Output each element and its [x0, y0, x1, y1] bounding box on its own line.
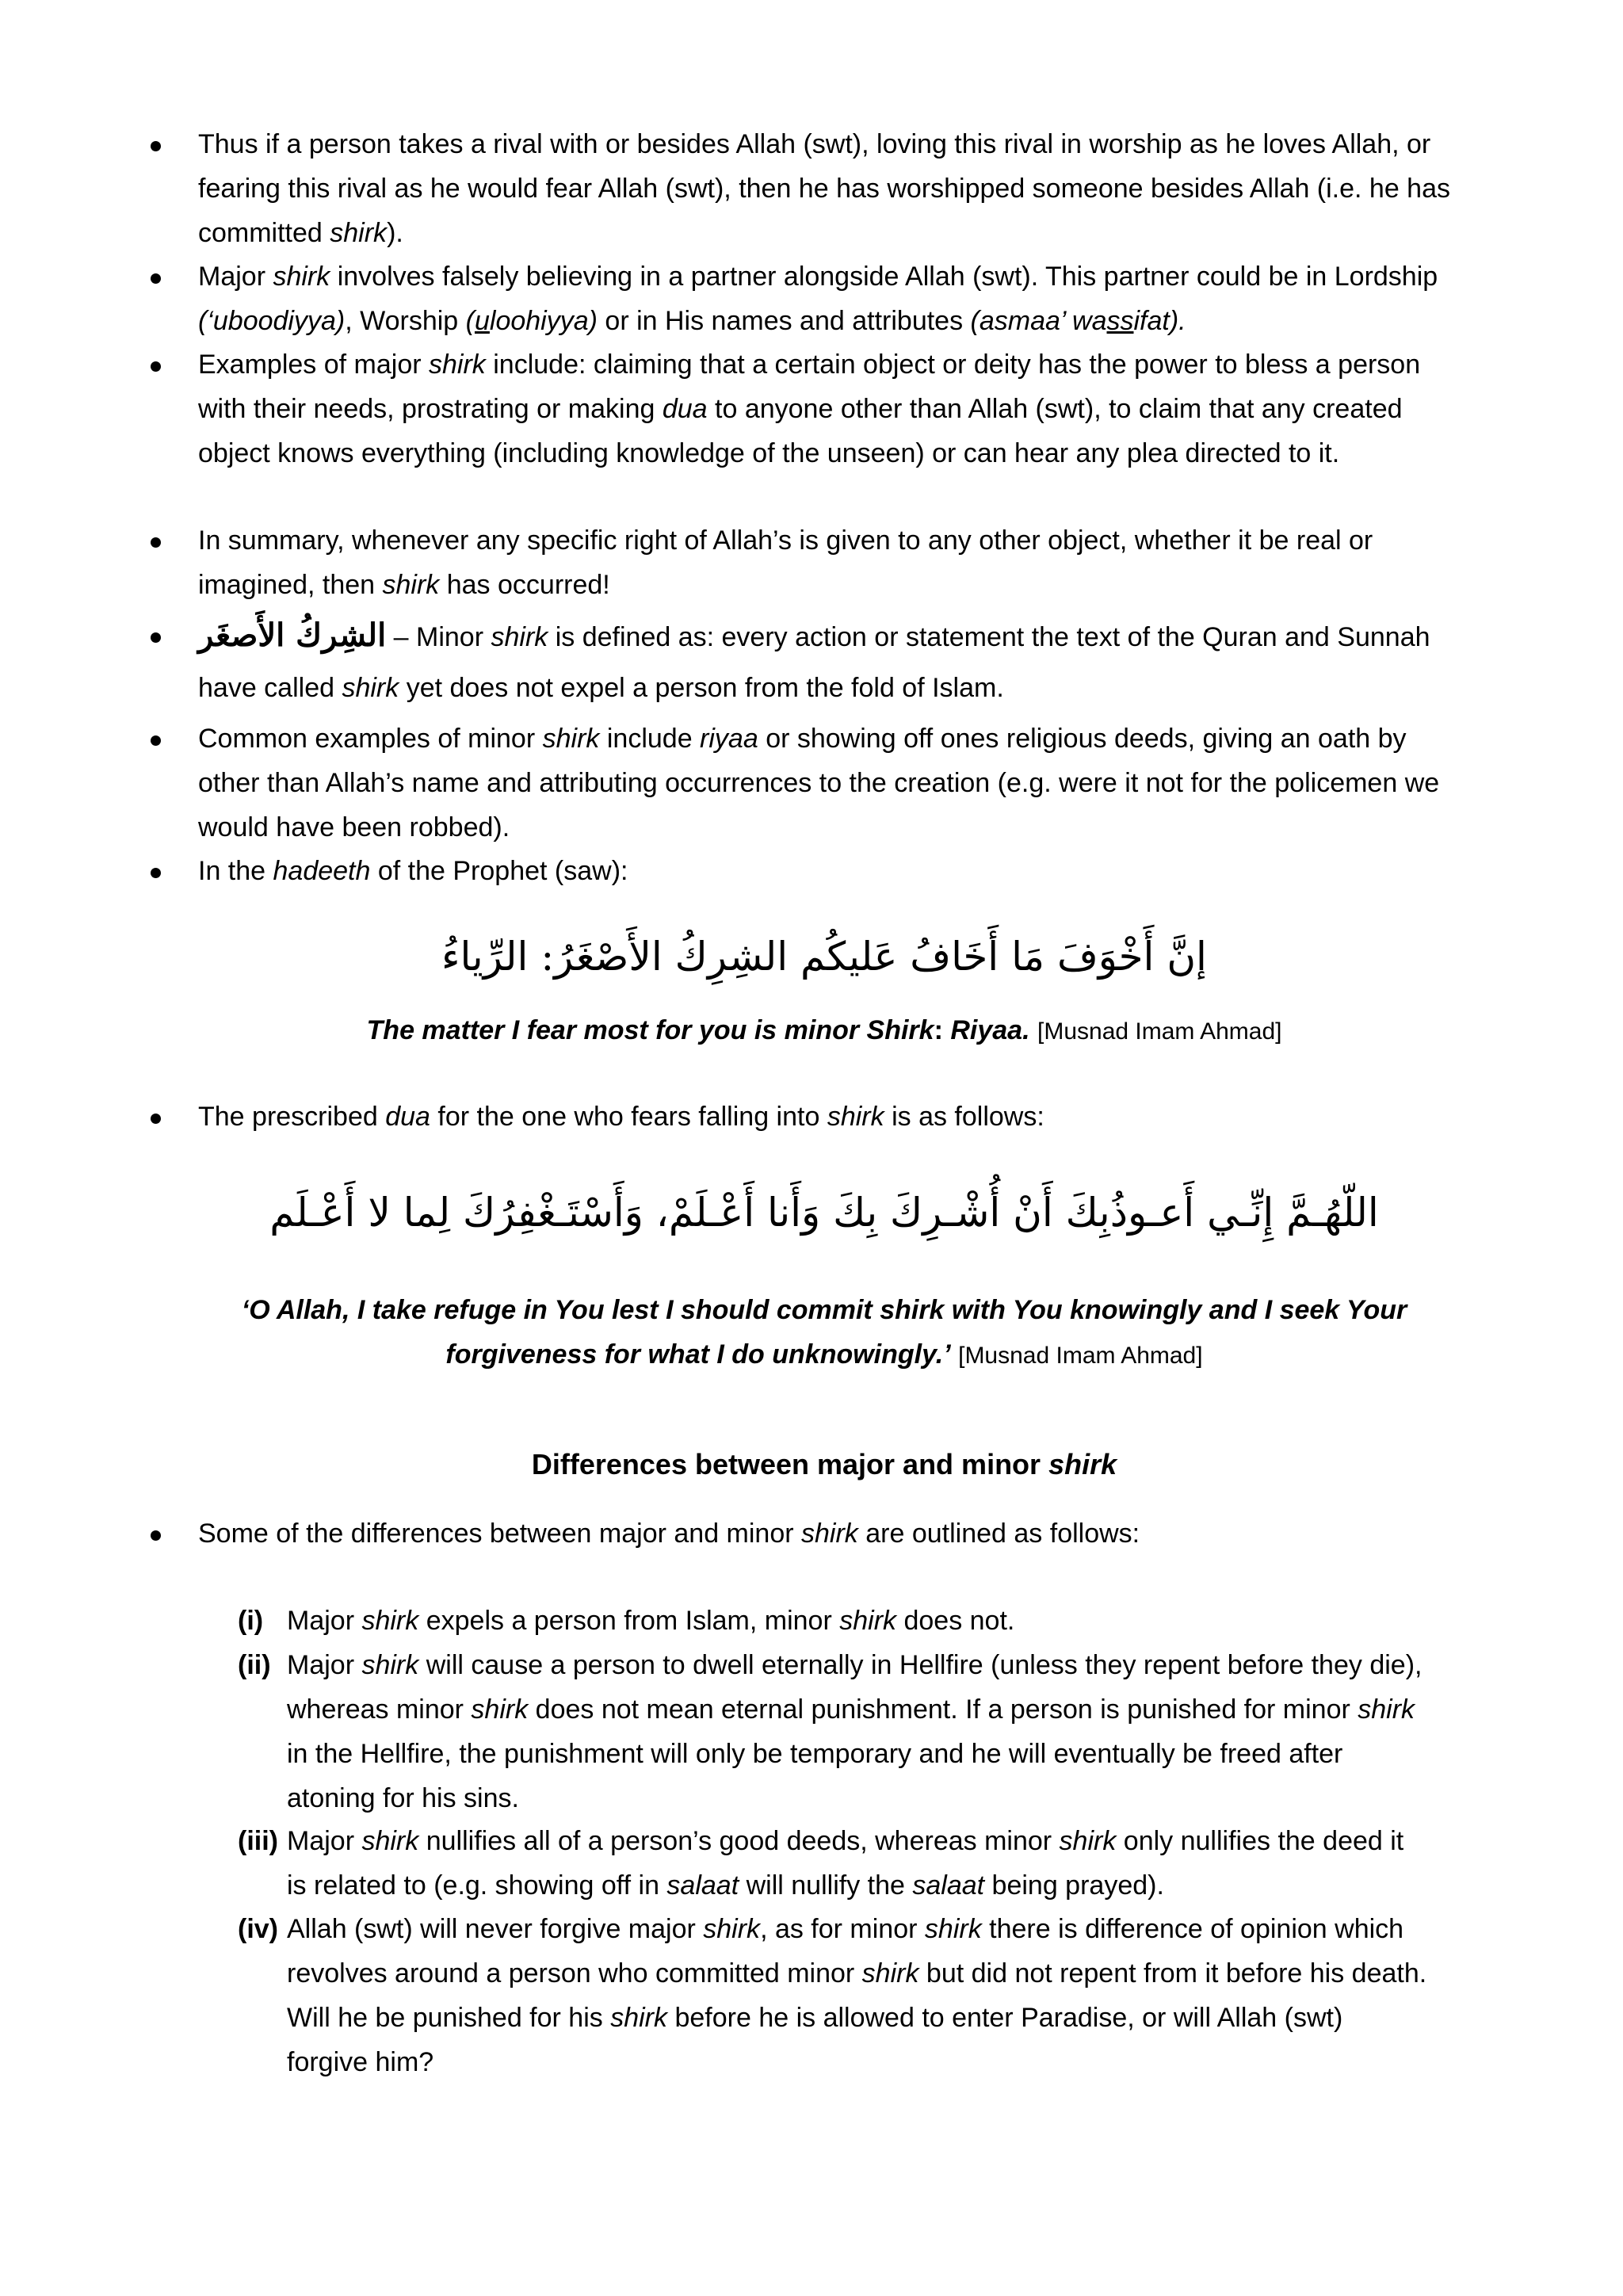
text: , Worship	[345, 306, 466, 336]
hadeeth-translation	[198, 1008, 1450, 1054]
italic-term: shirk	[542, 724, 600, 754]
italic-term: dua	[385, 1102, 430, 1132]
italic-term: shirk	[361, 1606, 419, 1636]
italic-term: shirk	[1358, 1694, 1415, 1725]
text: of the Prophet (saw):	[370, 856, 628, 886]
text: does not mean eternal punishment. If a person is punished for minor	[528, 1694, 1358, 1725]
italic-term: salaat	[912, 1870, 985, 1901]
text: loohiyya)	[489, 306, 598, 336]
arabic-term: الشِركُ الأَصغَر	[198, 617, 387, 654]
bullet-summary	[198, 518, 1450, 607]
text: being prayed).	[984, 1870, 1164, 1901]
italic-term: shirk	[839, 1606, 897, 1636]
text: or showing off ones religious deeds, giving an oath by other than Allah’s name and attributing occurrences to the creation (e.g. were it not for the policemen we would have been robbed).	[198, 724, 1440, 842]
item-number: (i)	[238, 1606, 264, 1636]
italic-term: shirk	[429, 350, 486, 380]
text: but did not repent from it before his death. Will he be punished for his	[287, 1958, 1427, 2033]
dua-arabic: اللّهُـمَّ إِنِّـي أَعـوذُبِكَ أَنْ أُشْـرِكَ بِكَ وَأَنا أَعْـلَمْ، وَأَسْتَـغْفِرُكَ لِما لا أَعْـلَم	[269, 1190, 1379, 1236]
text: will cause a person to dwell eternally in Hellfire (unless they repent before they die), whereas minor	[287, 1650, 1423, 1725]
italic-term: shirk	[861, 1958, 919, 1988]
text: involves falsely believing in a partner alongside Allah (swt). This partner could be in Lordship	[330, 262, 1438, 292]
difference-item	[238, 1907, 1428, 2084]
bullet-icon	[151, 537, 161, 548]
quote-text: ‘O Allah, I take refuge in You lest I should commit shirk with You knowingly and I seek Your forgiveness for what I do unknowingly.’	[241, 1295, 1407, 1370]
text: are outlined as follows:	[857, 1519, 1140, 1549]
hadeeth-arabic: إنَّ أَخْوَفَ مَا أَخَافُ عَليكُم الشِرِكُ الأَصْغَرُ: الرِّياءُ	[441, 934, 1207, 980]
item-number: (iv)	[238, 1914, 278, 1944]
text: has occurred!	[439, 570, 610, 600]
italic-term: hadeeth	[273, 856, 371, 886]
underlined-letters: ss	[1106, 306, 1134, 336]
italic-term: shirk	[1059, 1826, 1117, 1856]
difference-item	[238, 1819, 1428, 1908]
italic-term: shirk	[361, 1650, 419, 1680]
italic-term: (‘uboodiyya)	[198, 306, 346, 336]
bullet-icon	[151, 632, 161, 643]
text: Some of the differences between major and minor	[198, 1519, 802, 1549]
bullet-minor-shirk-definition	[198, 610, 1450, 713]
difference-item	[238, 1643, 1428, 1820]
text: expels a person from Islam, minor	[418, 1606, 840, 1636]
bullet-icon	[151, 273, 161, 284]
text: Examples of major	[198, 350, 429, 380]
text: does not.	[896, 1606, 1015, 1636]
bullet-icon	[151, 141, 161, 151]
italic-term: shirk	[801, 1519, 858, 1549]
text: Major	[198, 262, 273, 292]
text: ifat).	[1133, 306, 1186, 336]
text: in the Hellfire, the punishment will only be temporary and he will eventually be freed after atoning for his sins.	[287, 1739, 1343, 1813]
italic-term	[971, 306, 1186, 336]
text: before he is allowed to enter Paradise, or will Allah (swt) forgive him?	[287, 2003, 1343, 2077]
text: In summary, whenever any specific right of Allah’s is given to any other object, whether it be real or imagined, then	[198, 525, 1373, 600]
italic-term: shirk	[703, 1914, 761, 1944]
text: The prescribed	[198, 1102, 386, 1132]
citation: [Musnad Imam Ahmad]	[958, 1343, 1203, 1369]
text: ).	[387, 218, 403, 248]
text: include: claiming that a certain object or deity has the power to bless a person with their needs, prostrating or making	[198, 350, 1421, 424]
difference-item	[238, 1599, 1428, 1643]
italic-term: dua	[662, 394, 708, 424]
italic-term: shirk	[342, 673, 399, 703]
text: Allah (swt) will never forgive major	[287, 1914, 704, 1944]
text: will nullify the	[739, 1870, 913, 1901]
text: is defined as: every action or statement the text of the Quran and Sunnah have called	[198, 622, 1430, 703]
bullet-rival-worship	[198, 122, 1450, 255]
bullet-minor-shirk-examples	[198, 716, 1450, 850]
italic-term: shirk	[361, 1826, 419, 1856]
text: for the one who fears falling into	[430, 1102, 827, 1132]
citation: [Musnad Imam Ahmad]	[1037, 1018, 1282, 1045]
bullet-icon	[151, 868, 161, 878]
text: Major	[287, 1650, 362, 1680]
italic-term: shirk	[382, 570, 440, 600]
bullet-icon	[151, 735, 161, 746]
text: Major	[287, 1606, 362, 1636]
bullet-icon	[151, 361, 161, 372]
quote-text: The matter I fear most for you is minor Shirk	[366, 1015, 934, 1045]
text: Major	[287, 1826, 362, 1856]
bullet-icon	[151, 1530, 161, 1541]
text: there is difference of opinion which revolves around a person who committed minor	[287, 1914, 1404, 1988]
text: (asmaa’ wa	[970, 306, 1107, 336]
section-heading	[198, 1442, 1450, 1487]
italic-term: salaat	[666, 1870, 739, 1901]
text: In the	[198, 856, 273, 886]
italic-term	[466, 306, 598, 336]
text: to anyone other than Allah (swt), to claim that any created object knows everything (including knowledge of the unseen) or can hear any plea directed to it.	[198, 394, 1403, 468]
italic-term: shirk	[827, 1102, 884, 1132]
bullet-major-shirk-definition	[198, 254, 1450, 343]
text: :	[934, 1015, 951, 1045]
italic-term: shirk	[273, 262, 330, 292]
italic-term: shirk	[491, 622, 548, 652]
dua-translation	[222, 1288, 1426, 1378]
bullet-major-shirk-examples	[198, 342, 1450, 476]
bullet-differences-intro	[198, 1511, 1450, 1556]
text: include	[599, 724, 701, 754]
bullet-dua-intro	[198, 1095, 1450, 1139]
item-number: (iii)	[238, 1826, 278, 1856]
item-number: (ii)	[238, 1650, 271, 1680]
underlined-letter: u	[474, 306, 490, 336]
text: only nullifies the deed it is related to (e.g. showing off in	[287, 1826, 1404, 1901]
bullet-icon	[151, 1114, 161, 1124]
text: or in His names and attributes	[597, 306, 971, 336]
heading-italic: shirk	[1048, 1448, 1117, 1480]
bullet-hadeeth-intro	[198, 849, 1450, 893]
italic-term: riyaa	[700, 724, 758, 754]
text: , as for minor	[760, 1914, 925, 1944]
italic-term: shirk	[471, 1694, 529, 1725]
text: (	[465, 306, 475, 336]
text: is as follows:	[884, 1102, 1044, 1132]
text: nullifies all of a person’s good deeds, whereas minor	[418, 1826, 1060, 1856]
text: – Minor	[386, 622, 491, 652]
italic-term: shirk	[610, 2003, 668, 2033]
italic-term: shirk	[330, 218, 388, 248]
heading-text: Differences between major and minor	[531, 1448, 1049, 1480]
text: Common examples of minor	[198, 724, 543, 754]
text: Thus if a person takes a rival with or besides Allah (swt), loving this rival in worship as he loves Allah, or fearing this rival as he would fear Allah (swt), then he has worshipped someone besides Allah (i.e. he has committed	[198, 129, 1451, 248]
italic-term: shirk	[924, 1914, 982, 1944]
text: yet does not expel a person from the fold of Islam.	[399, 673, 1004, 703]
quote-text: Riyaa.	[950, 1015, 1030, 1045]
